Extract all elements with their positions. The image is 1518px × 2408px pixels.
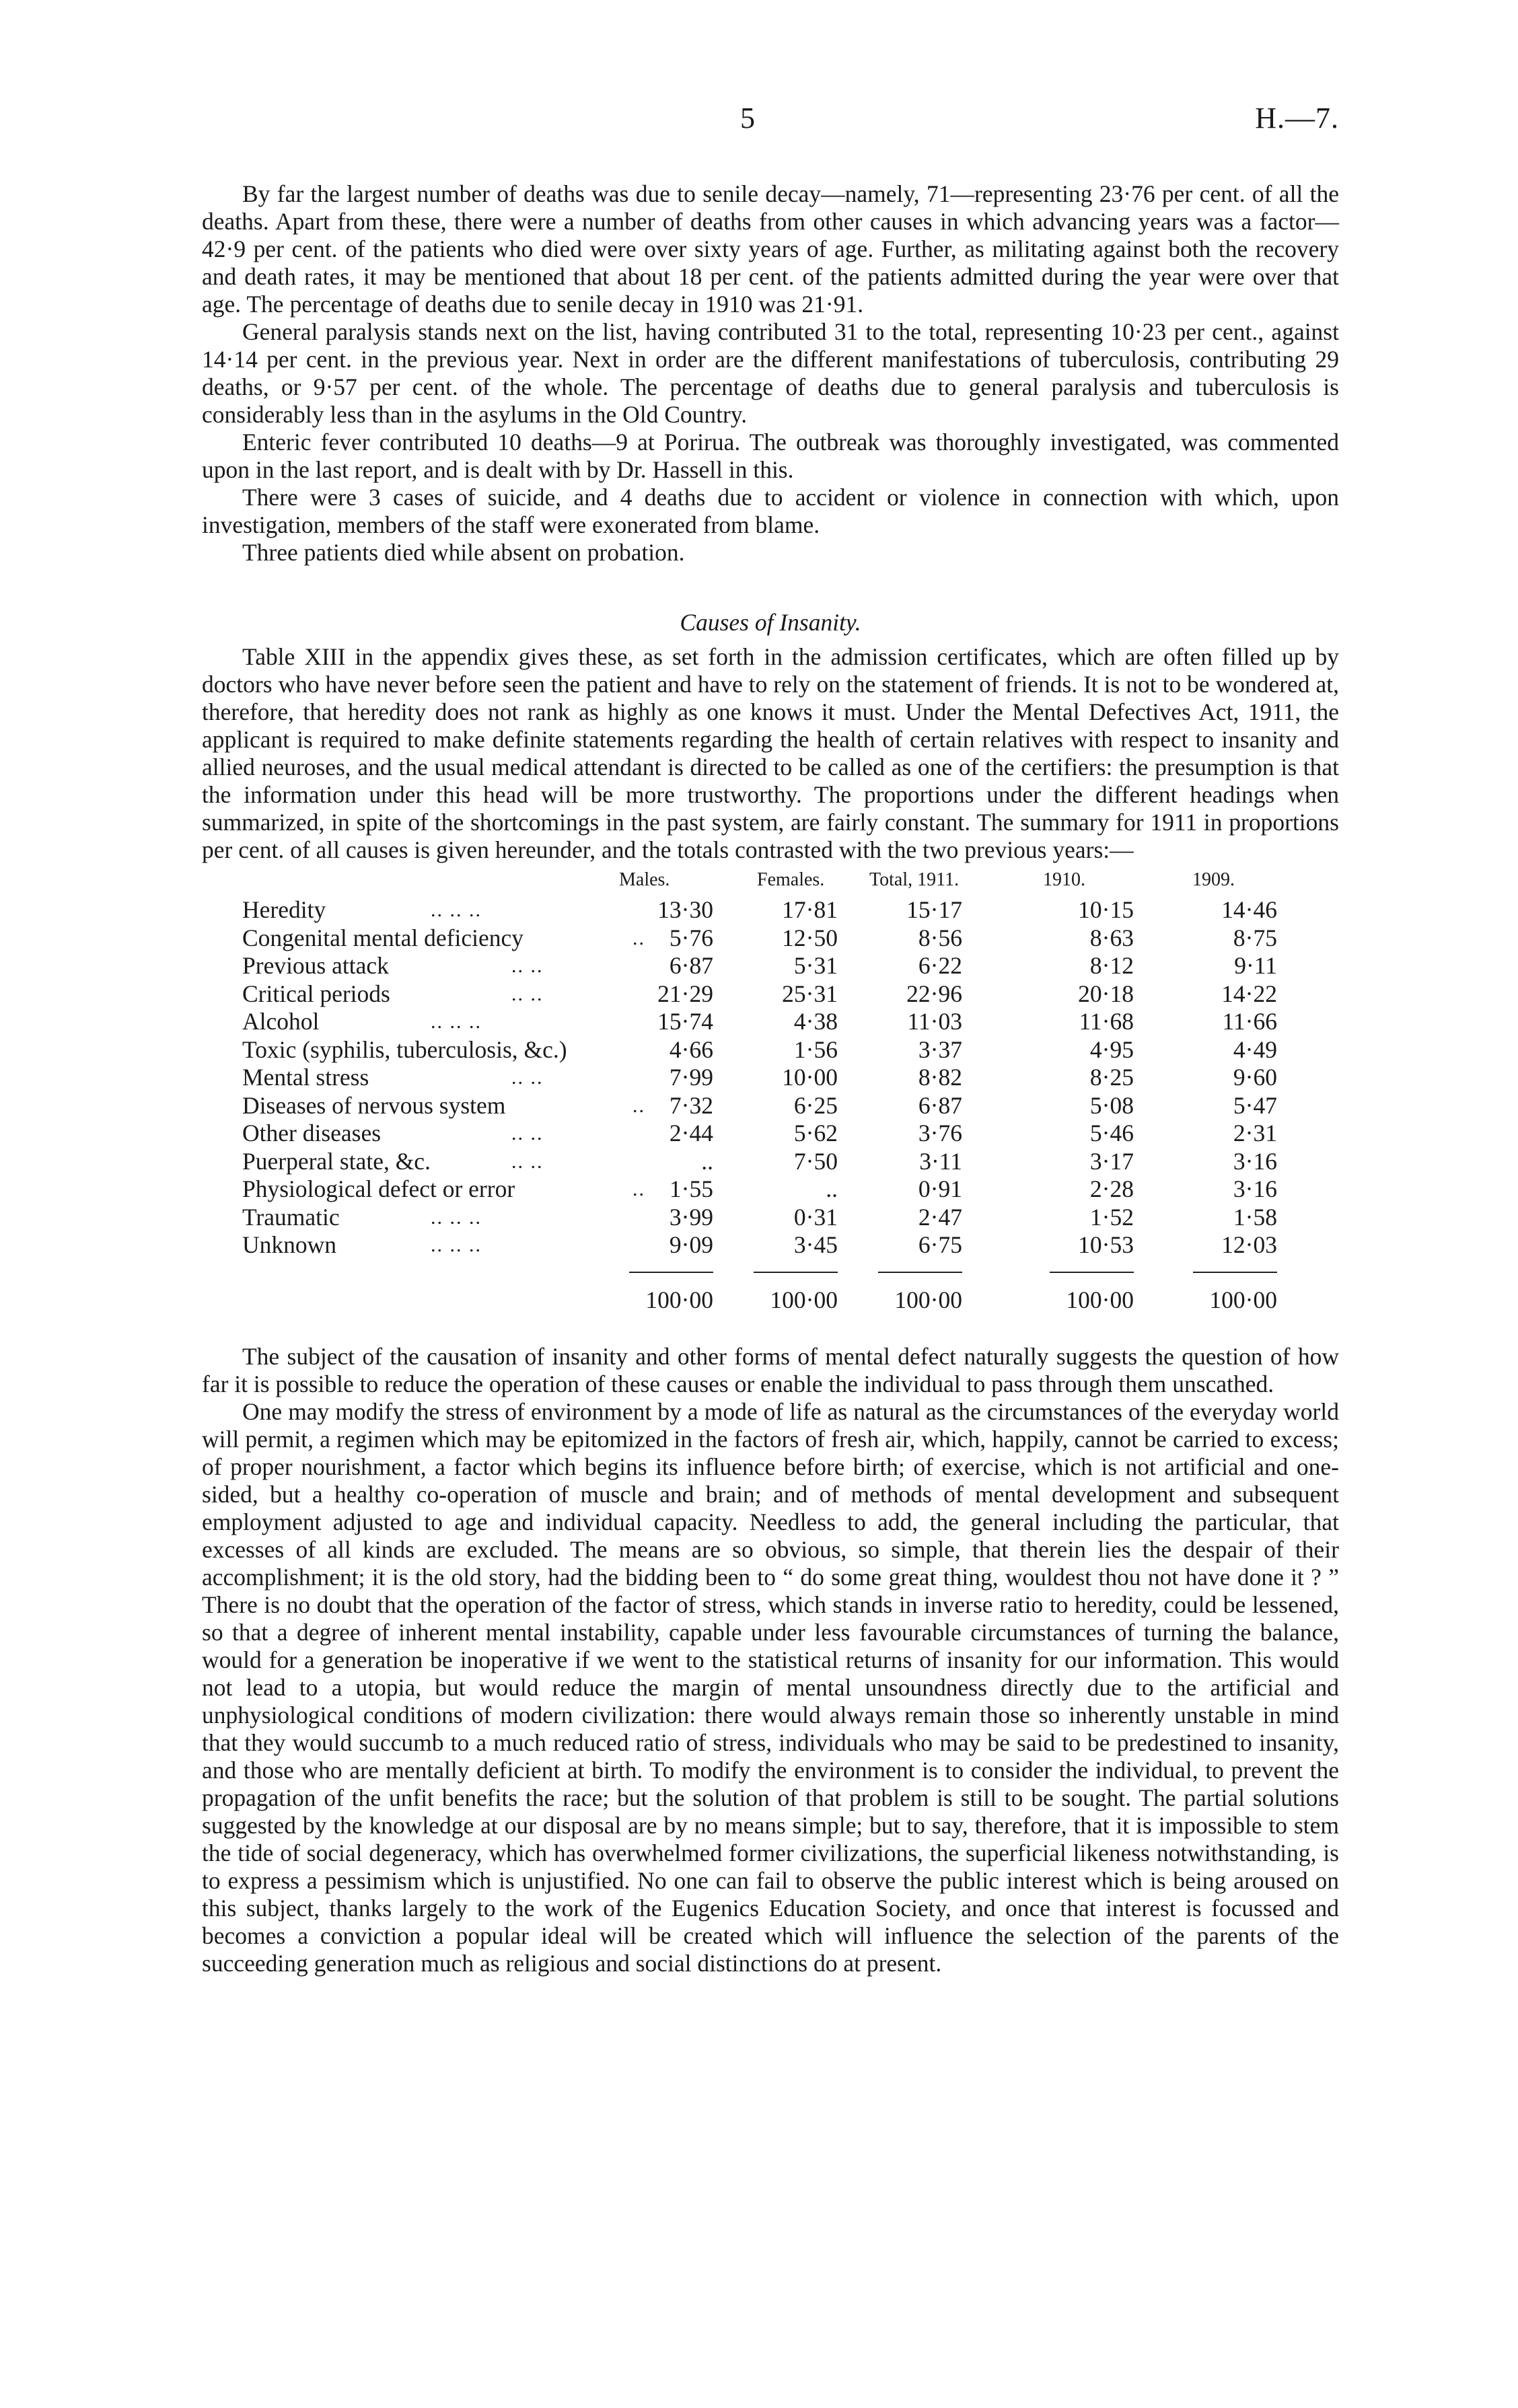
table-cell: 8·82 bbox=[918, 1064, 962, 1091]
table-row bbox=[202, 1036, 1339, 1064]
table-cell: 10·00 bbox=[782, 1064, 838, 1091]
table-cell: 20·18 bbox=[1078, 980, 1134, 1007]
causes-table bbox=[202, 869, 1339, 1340]
table-cell: 3·11 bbox=[919, 1147, 962, 1175]
column-header-males: Males. bbox=[619, 869, 670, 890]
table-cell: 7·50 bbox=[793, 1147, 838, 1175]
table-row bbox=[202, 1175, 1339, 1203]
row-label: Heredity bbox=[242, 896, 326, 923]
total-rule bbox=[1193, 1272, 1277, 1273]
table-cell: 1·56 bbox=[793, 1035, 838, 1063]
row-leader-dots: .. .. bbox=[511, 1122, 544, 1144]
table-cell: 3·76 bbox=[918, 1120, 962, 1146]
table-cell: 7·99 bbox=[669, 1064, 713, 1091]
table-cell: 2·47 bbox=[918, 1203, 962, 1231]
paragraph-suicide: There were 3 cases of suicide, and 4 deaths due to accident or violence in connection with which, upon investigation, members of the staff were exonerated from blame. bbox=[202, 484, 1339, 538]
row-leader-dots: .. .. bbox=[511, 1066, 544, 1089]
table-cell: 3·45 bbox=[793, 1231, 838, 1258]
paragraph-causes-intro: Table XIII in the appendix gives these, as set forth in the admission certificates, which are often filled up by doctors who have never before seen the patient and have to rely on the statement of friends. It is not to be wondered at, therefore, that heredity does not rank as highly as one knows it must. Under the Mental Defectives Act, 1911, the applicant is required to make definite statements regarding the health of certain relatives with respect to insanity and allied neuroses, and the usual medical attendant is directed to be called as one of the certifiers: the presumption is that the information under this head will be more trustworthy. The proportions under the different headings when summarized, in spite of the shortcomings in the past system, are fairly constant. The summary for 1911 in proportions per cent. of all causes is given hereunder, and the totals contrasted with the two previous years:— bbox=[202, 643, 1339, 863]
table-cell: 11·66 bbox=[1222, 1008, 1277, 1035]
table-cell: 1·55 bbox=[669, 1175, 713, 1202]
table-row bbox=[202, 1148, 1339, 1175]
table-cell: 3·16 bbox=[1233, 1175, 1277, 1202]
table-cell: 0·31 bbox=[793, 1203, 838, 1231]
table-cell: 8·63 bbox=[1089, 924, 1134, 951]
table-cell: 5·31 bbox=[793, 952, 838, 979]
section-heading: Causes of Insanity. bbox=[680, 609, 861, 636]
closing-text bbox=[202, 1343, 1339, 1977]
paragraph-probation: Three patients died while absent on probation. bbox=[242, 539, 685, 566]
table-cell: 0·91 bbox=[918, 1175, 962, 1202]
row-leader-dots: .. .. bbox=[511, 982, 544, 1005]
table-row bbox=[202, 980, 1339, 1008]
table-cell: 5·08 bbox=[1089, 1091, 1134, 1119]
table-cell: 4·49 bbox=[1233, 1035, 1277, 1063]
table-row bbox=[202, 1008, 1339, 1035]
total-cell: 100·00 bbox=[894, 1286, 962, 1313]
totals-row bbox=[202, 1286, 1339, 1314]
document-reference: H.—7. bbox=[1255, 102, 1339, 135]
total-rule bbox=[629, 1272, 713, 1273]
total-cell: 100·00 bbox=[770, 1286, 838, 1313]
row-label: Previous attack bbox=[242, 952, 389, 979]
paragraph-senile-decay: By far the largest number of deaths was due to senile decay—namely, 71—representing 23·76 per cent. of all the deaths. Apart from these, there were a number of deaths from other causes in which advancing years was a factor—42·9 per cent. of the patients who died were over sixty years of age. Further, as militating against both the recovery and death rates, it may be mentioned that about 18 per cent. of the patients admitted during the year were over that age. The percentage of deaths due to senile decay in 1910 was 21·91. bbox=[202, 180, 1339, 318]
table-cell: 6·22 bbox=[918, 952, 962, 979]
table-cell: 6·25 bbox=[793, 1091, 838, 1119]
table-cell: .. bbox=[701, 1147, 713, 1175]
row-label: Physiological defect or error bbox=[242, 1175, 515, 1202]
total-rule bbox=[1050, 1272, 1134, 1273]
row-label: Congenital mental deficiency bbox=[242, 924, 523, 951]
row-leader-dots: .. bbox=[632, 926, 645, 949]
row-label: Puerperal state, &c. bbox=[242, 1147, 431, 1175]
total-cell: 100·00 bbox=[1066, 1286, 1134, 1313]
row-label: Alcohol bbox=[242, 1008, 320, 1035]
total-cell: 100·00 bbox=[1209, 1286, 1277, 1313]
total-cell: 100·00 bbox=[645, 1286, 713, 1313]
row-leader-dots: .. .. bbox=[511, 955, 544, 977]
total-rule bbox=[878, 1272, 962, 1273]
row-label: Diseases of nervous system bbox=[242, 1091, 506, 1119]
table-cell: 3·37 bbox=[918, 1035, 962, 1063]
paragraph-environment: One may modify the stress of environment by a mode of life as natural as the circumstances of the everyday world will permit, a regimen which may be epitomized in the factors of fresh air, which, happily, cannot be carried to excess; of proper nourishment, a factor which begins its influence before birth; of exercise, which is not artificial and one-sided, but a healthy co-operation of muscle and brain; and of methods of mental development and subsequent employment adjusted to age and individual capacity. Needless to add, the general including the particular, that excesses of all kinds are excluded. The means are so obvious, so simple, that therein lies the despair of their accomplishment; it is the old story, had the bidding been to “ do some great thing, wouldest thou not have done it ? ” There is no doubt that the operation of the factor of stress, which stands in inverse ratio to heredity, could be lessened, so that a degree of inherent mental instability, capable under less favourable circumstances of turning the balance, would for a generation be inoperative if we went to the statistical returns of insanity for our information. This would not lead to a utopia, but would reduce the margin of mental unsoundness directly due to the artificial and unphysiological conditions of modern civilization: there would always remain those so inherently unstable in mind that they would succumb to a much reduced ratio of stress, individuals who may be said to be predestined to insanity, and those who are mentally deficient at birth. To modify the environment is to consider the individual, to prevent the propagation of the unfit benefits the race; but the solution of that problem is still to be sought. The partial solutions suggested by the knowledge at our disposal are by no means simple; but to say, therefore, that it is impossible to stem the tide of social degeneracy, which has overwhelmed former civilizations, the superficial likeness notwithstanding, is to express a pessimism which is unjustified. No one can fail to observe the public interest which is being aroused on this subject, thanks largely to the work of the Eugenics Education Society, and once that interest is focussed and becomes a conviction a popular ideal will be created which will influence the selection of the parents of the succeeding generation much as religious and social distinctions do at present. bbox=[202, 1398, 1339, 1977]
intro-text bbox=[202, 180, 1339, 567]
page-header bbox=[202, 101, 1339, 148]
table-cell: .. bbox=[826, 1175, 838, 1202]
table-cell: 5·46 bbox=[1089, 1120, 1134, 1146]
table-cell: 3·17 bbox=[1089, 1147, 1134, 1175]
table-cell: 4·66 bbox=[669, 1035, 713, 1063]
row-label: Traumatic bbox=[242, 1203, 340, 1231]
table-cell: 6·75 bbox=[918, 1231, 962, 1258]
table-row bbox=[202, 924, 1339, 952]
row-label: Mental stress bbox=[242, 1064, 369, 1091]
table-cell: 8·12 bbox=[1089, 952, 1134, 979]
table-cell: 2·28 bbox=[1089, 1175, 1134, 1202]
table-cell: 17·81 bbox=[782, 896, 838, 923]
table-cell: 7·32 bbox=[669, 1091, 713, 1119]
table-cell: 5·47 bbox=[1233, 1091, 1277, 1119]
total-rule bbox=[754, 1272, 838, 1273]
table-cell: 22·96 bbox=[906, 980, 962, 1007]
table-cell: 5·76 bbox=[669, 924, 713, 951]
table-cell: 14·22 bbox=[1221, 980, 1277, 1007]
table-cell: 13·30 bbox=[657, 896, 713, 923]
table-row bbox=[202, 896, 1339, 924]
table-cell: 15·74 bbox=[657, 1008, 713, 1035]
row-leader-dots: .. bbox=[632, 1178, 645, 1200]
table-cell: 11·03 bbox=[907, 1008, 962, 1035]
row-leader-dots: .. .. bbox=[511, 1150, 544, 1173]
table-cell: 8·56 bbox=[918, 924, 962, 951]
table-cell: 14·46 bbox=[1221, 896, 1277, 923]
table-cell: 9·60 bbox=[1233, 1064, 1277, 1091]
row-label: Other diseases bbox=[242, 1120, 382, 1146]
column-header-1909: 1909. bbox=[1192, 869, 1235, 890]
table-cell: 12·03 bbox=[1221, 1231, 1277, 1258]
column-header-1910: 1910. bbox=[1043, 869, 1085, 890]
row-label: Critical periods bbox=[242, 980, 390, 1007]
table-cell: 12·50 bbox=[782, 924, 838, 951]
table-cell: 2·31 bbox=[1233, 1120, 1277, 1146]
table-cell: 1·52 bbox=[1089, 1203, 1134, 1231]
table-cell: 4·38 bbox=[793, 1008, 838, 1035]
table-cell: 9·11 bbox=[1234, 952, 1277, 979]
table-cell: 3·16 bbox=[1233, 1147, 1277, 1175]
row-leader-dots: .. .. .. bbox=[431, 1206, 482, 1229]
table-row bbox=[202, 1092, 1339, 1120]
table-cell: 6·87 bbox=[918, 1091, 962, 1119]
table-cell: 11·68 bbox=[1079, 1008, 1134, 1035]
table-row bbox=[202, 1064, 1339, 1091]
table-row bbox=[202, 1120, 1339, 1147]
column-header-females: Females. bbox=[757, 869, 825, 890]
row-leader-dots: .. bbox=[632, 1094, 645, 1117]
row-leader-dots: .. .. .. bbox=[431, 1234, 482, 1256]
table-cell: 25·31 bbox=[782, 980, 838, 1007]
page-number: 5 bbox=[740, 102, 755, 135]
table-cell: 4·95 bbox=[1089, 1035, 1134, 1063]
table-cell: 10·15 bbox=[1078, 896, 1134, 923]
table-cell: 9·09 bbox=[669, 1231, 713, 1258]
table-row bbox=[202, 952, 1339, 980]
table-cell: 1·58 bbox=[1233, 1203, 1277, 1231]
table-cell: 10·53 bbox=[1078, 1231, 1134, 1258]
row-leader-dots: .. .. .. bbox=[431, 899, 482, 921]
column-header-total-1911: Total, 1911. bbox=[869, 869, 960, 890]
table-cell: 3·99 bbox=[669, 1203, 713, 1231]
causes-text bbox=[202, 643, 1339, 864]
paragraph-general-paralysis: General paralysis stands next on the list, having contributed 31 to the total, representing 10·23 per cent., against 14·14 per cent. in the previous year. Next in order are the different manifestations of tuberculosis, contributing 29 deaths, or 9·57 per cent. of the whole. The percentage of deaths due to general paralysis and tuberculosis is considerably less than in the asylums in the Old Country. bbox=[202, 318, 1339, 428]
table-cell: 8·75 bbox=[1233, 924, 1277, 951]
paragraph-enteric-fever: Enteric fever contributed 10 deaths—9 at Porirua. The outbreak was thoroughly investigated, was commented upon in the last report, and is dealt with by Dr. Hassell in this. bbox=[202, 429, 1339, 483]
table-cell: 6·87 bbox=[669, 952, 713, 979]
document-page bbox=[202, 101, 1339, 1977]
row-label: Toxic (syphilis, tuberculosis, &c.) bbox=[242, 1035, 567, 1063]
paragraph-causation: The subject of the causation of insanity and other forms of mental defect naturally suggests the question of how far it is possible to reduce the operation of these causes or enable the individual to pass through them unscathed. bbox=[202, 1343, 1339, 1397]
table-row bbox=[202, 1204, 1339, 1231]
table-cell: 8·25 bbox=[1089, 1064, 1134, 1091]
table-cell: 21·29 bbox=[657, 980, 713, 1007]
table-row bbox=[202, 1231, 1339, 1259]
row-leader-dots: .. .. .. bbox=[431, 1011, 482, 1033]
table-cell: 2·44 bbox=[669, 1120, 713, 1146]
table-cell: 5·62 bbox=[793, 1120, 838, 1146]
table-cell: 15·17 bbox=[906, 896, 962, 923]
row-label: Unknown bbox=[242, 1231, 337, 1258]
